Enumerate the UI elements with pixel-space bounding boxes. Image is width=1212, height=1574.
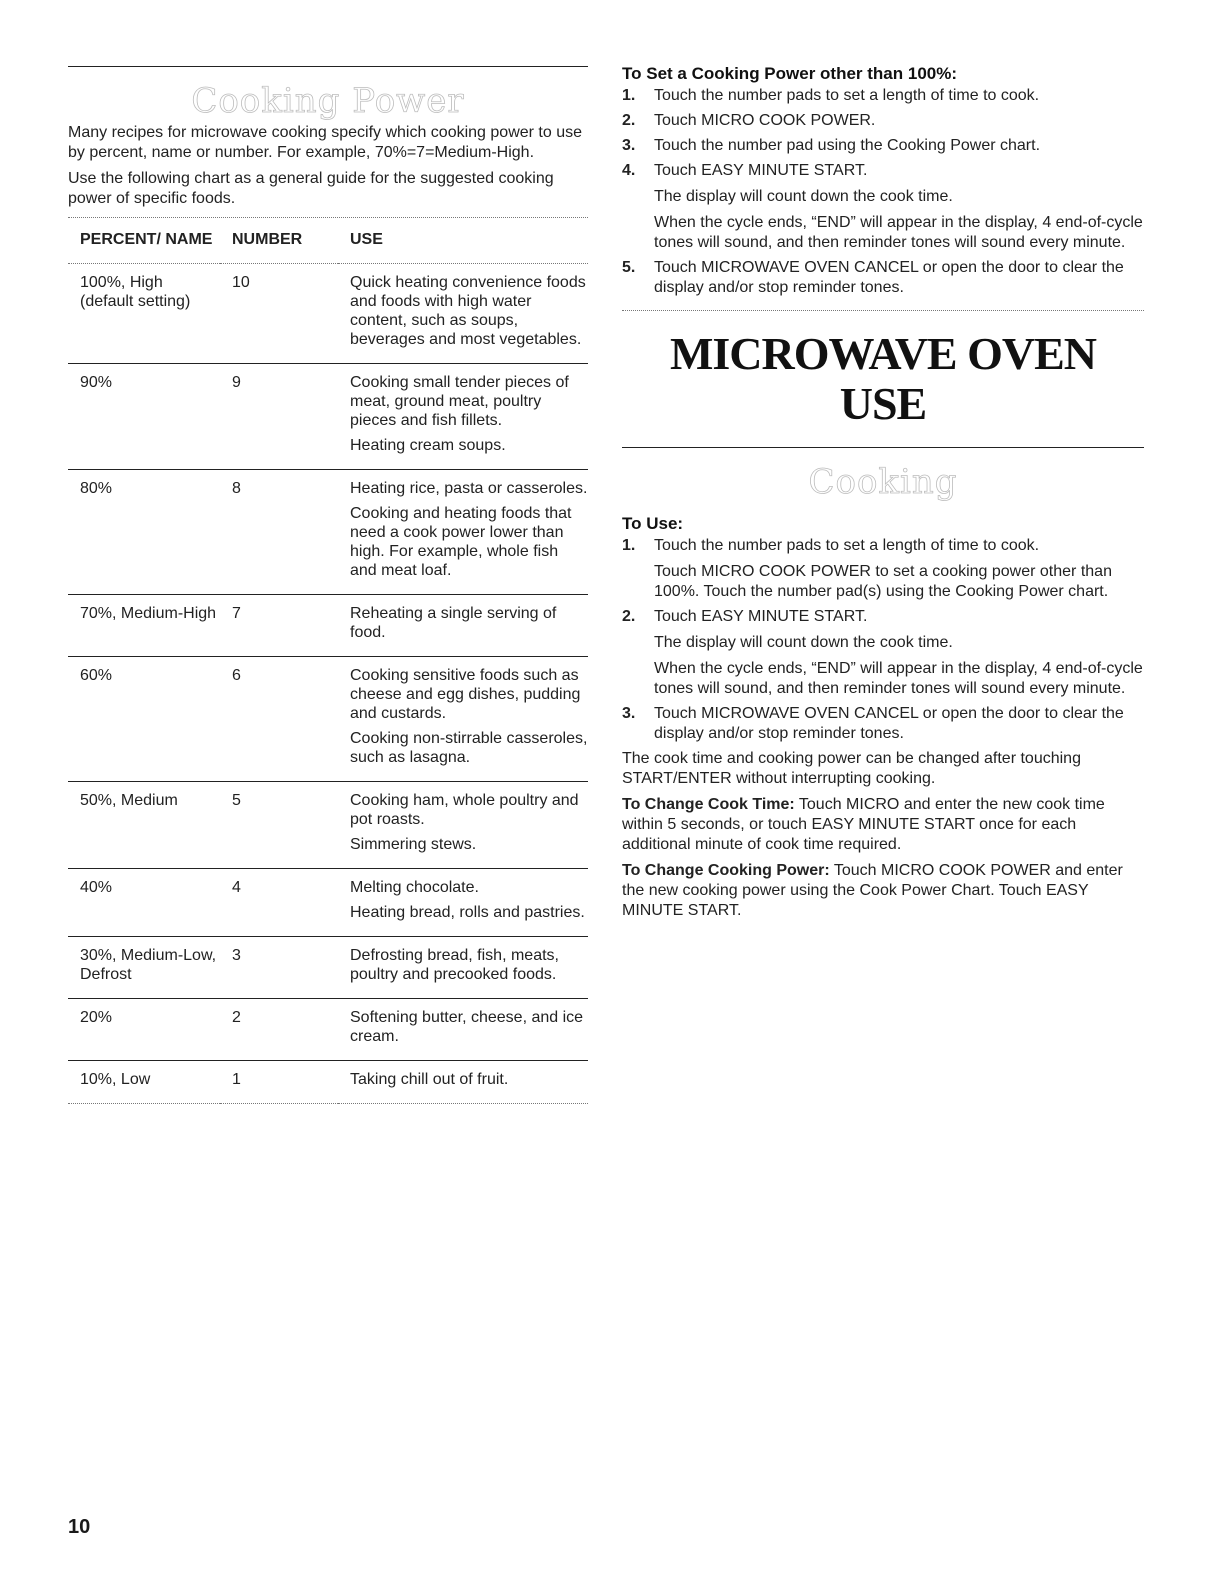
step-number: 4.	[622, 162, 636, 179]
step-number: 3.	[622, 137, 636, 154]
header-percent-name: PERCENT/ NAME	[80, 231, 213, 248]
cooking-power-chart	[68, 218, 588, 1104]
change-cooking-power	[622, 861, 1144, 921]
step-number: 2.	[622, 608, 636, 625]
header-number: NUMBER	[232, 231, 303, 248]
change-note: The cook time and cooking power can be changed after touching START/ENTER without interrupting cooking.	[622, 750, 1081, 787]
row-use	[338, 999, 588, 1061]
chart-body	[68, 264, 588, 1104]
use-line: Cooking and heating foods that need a cook power lower than high. For example, whole fish and meat loaf.	[350, 505, 572, 579]
row-use	[338, 869, 588, 937]
cooking-title: Cooking	[808, 462, 958, 502]
table-row	[68, 657, 588, 782]
cooking-power-title: Cooking Power	[191, 81, 465, 121]
use-line: Defrosting bread, fish, meats, poultry and precooked foods.	[350, 947, 559, 983]
section-divider	[622, 310, 1144, 311]
step-subtext: The display will count down the cook time.	[654, 634, 953, 651]
set-power-heading: To Set a Cooking Power other than 100%:	[622, 64, 958, 83]
left-column	[68, 66, 588, 1104]
to-use-heading: To Use:	[622, 514, 684, 533]
step-subtext: When the cycle ends, “END” will appear in the display, 4 end-of-cycle tones will sound, and then reminder tones will sound every minute.	[654, 214, 1143, 251]
use-line: Heating bread, rolls and pastries.	[350, 904, 585, 921]
row-number: 8	[232, 480, 241, 497]
table-row	[68, 782, 588, 869]
step-subtext: The display will count down the cook time.	[654, 188, 953, 205]
row-number: 2	[232, 1009, 241, 1026]
row-number: 9	[232, 374, 241, 391]
row-percent-name: 10%, Low	[80, 1071, 151, 1088]
row-use	[338, 782, 588, 869]
list-item	[622, 161, 1144, 253]
change-cook-time	[622, 795, 1144, 855]
intro-paragraph: Use the following chart as a general guide for the suggested cooking power of specific foods.	[68, 170, 554, 207]
chart-header-row	[68, 218, 588, 264]
row-percent-name: 90%	[80, 374, 113, 391]
use-line: Softening butter, cheese, and ice cream.	[350, 1009, 584, 1045]
use-line: Taking chill out of fruit.	[350, 1071, 509, 1088]
use-line: Simmering stews.	[350, 836, 477, 853]
table-row	[68, 999, 588, 1061]
table-row	[68, 595, 588, 657]
section-rule	[622, 447, 1144, 448]
list-item	[622, 111, 1144, 131]
row-percent-name: 70%, Medium-High	[80, 605, 217, 622]
step-number: 5.	[622, 259, 636, 276]
step-text: Touch MICROWAVE OVEN CANCEL or open the door to clear the display and/or stop reminder tones.	[654, 259, 1124, 296]
row-percent-name: 30%, Medium-Low, Defrost	[80, 947, 217, 983]
list-item	[622, 704, 1144, 744]
use-line: Cooking ham, whole poultry and pot roasts.	[350, 792, 579, 828]
row-percent-name: 100%, High (default setting)	[80, 274, 191, 310]
table-row	[68, 364, 588, 470]
step-number: 1.	[622, 87, 636, 104]
row-number: 10	[232, 274, 250, 291]
row-percent-name: 40%	[80, 879, 113, 896]
row-number: 6	[232, 667, 241, 684]
list-item	[622, 258, 1144, 298]
change-cook-time-label: To Change Cook Time:	[622, 796, 795, 813]
step-text: Touch the number pads to set a length of time to cook.	[654, 87, 1040, 104]
step-number: 3.	[622, 705, 636, 722]
row-number: 5	[232, 792, 241, 809]
step-subtext: Touch MICRO COOK POWER to set a cooking power other than 100%. Touch the number pad(s) using the Cooking Power chart.	[654, 563, 1112, 600]
title-line: MICROWAVE OVEN	[669, 328, 1097, 379]
set-power-steps	[622, 86, 1144, 298]
row-percent-name: 20%	[80, 1009, 113, 1026]
step-number: 1.	[622, 537, 636, 554]
change-cook-time-text: Touch MICRO and enter the new cook time within 5 seconds, or touch EASY MINUTE START once for each additional minute of cook time required.	[622, 796, 1105, 853]
step-text: Touch EASY MINUTE START.	[654, 608, 868, 625]
row-use	[338, 364, 588, 470]
table-row	[68, 869, 588, 937]
header-use: USE	[350, 231, 383, 248]
row-use	[338, 470, 588, 595]
use-line: Cooking sensitive foods such as cheese and egg dishes, pudding and custards.	[350, 667, 581, 722]
intro-paragraph: Many recipes for microwave cooking specify which cooking power to use by percent, name or number. For example, 70%=7=Medium-High.	[68, 124, 583, 161]
change-cooking-power-label: To Change Cooking Power:	[622, 862, 830, 879]
use-line: Quick heating convenience foods and foods with high water content, such as soups, beverages and most vegetables.	[350, 274, 586, 348]
page-number: 10	[68, 1516, 91, 1538]
cooking-steps	[622, 536, 1144, 744]
use-line: Heating cream soups.	[350, 437, 506, 454]
row-number: 7	[232, 605, 241, 622]
right-column	[622, 64, 1144, 927]
use-line: Cooking non-stirrable casseroles, such as lasagna.	[350, 730, 588, 766]
row-number: 3	[232, 947, 241, 964]
use-line: Cooking small tender pieces of meat, ground meat, poultry pieces and fish fillets.	[350, 374, 569, 429]
row-number: 1	[232, 1071, 241, 1088]
step-text: Touch the number pad using the Cooking Power chart.	[654, 137, 1041, 154]
list-item	[622, 86, 1144, 106]
step-number: 2.	[622, 112, 636, 129]
list-item	[622, 136, 1144, 156]
change-cooking-power-text: Touch MICRO COOK POWER and enter the new cooking power using the Cook Power Chart. Touch EASY MINUTE START.	[622, 862, 1123, 919]
table-row	[68, 470, 588, 595]
step-subtext: When the cycle ends, “END” will appear in the display, 4 end-of-cycle tones will sound, and then reminder tones will sound every minute.	[654, 660, 1143, 697]
row-use	[338, 657, 588, 782]
step-text: Touch MICRO COOK POWER.	[654, 112, 876, 129]
row-percent-name: 80%	[80, 480, 113, 497]
microwave-oven-use-title	[622, 329, 1144, 429]
use-line: Melting chocolate.	[350, 879, 479, 896]
row-use	[338, 264, 588, 364]
row-percent-name: 60%	[80, 667, 113, 684]
table-row	[68, 264, 588, 364]
title-line: USE	[839, 378, 927, 429]
list-item	[622, 607, 1144, 699]
list-item	[622, 536, 1144, 602]
step-text: Touch EASY MINUTE START.	[654, 162, 868, 179]
table-row	[68, 937, 588, 999]
step-text: Touch the number pads to set a length of time to cook.	[654, 537, 1040, 554]
row-use	[338, 1061, 588, 1104]
use-line: Reheating a single serving of food.	[350, 605, 557, 641]
use-line: Heating rice, pasta or casseroles.	[350, 480, 588, 497]
row-use	[338, 937, 588, 999]
section-rule	[68, 66, 588, 67]
row-use	[338, 595, 588, 657]
table-row	[68, 1061, 588, 1104]
row-number: 4	[232, 879, 241, 896]
row-percent-name: 50%, Medium	[80, 792, 178, 809]
step-text: Touch MICROWAVE OVEN CANCEL or open the door to clear the display and/or stop reminder tones.	[654, 705, 1124, 742]
